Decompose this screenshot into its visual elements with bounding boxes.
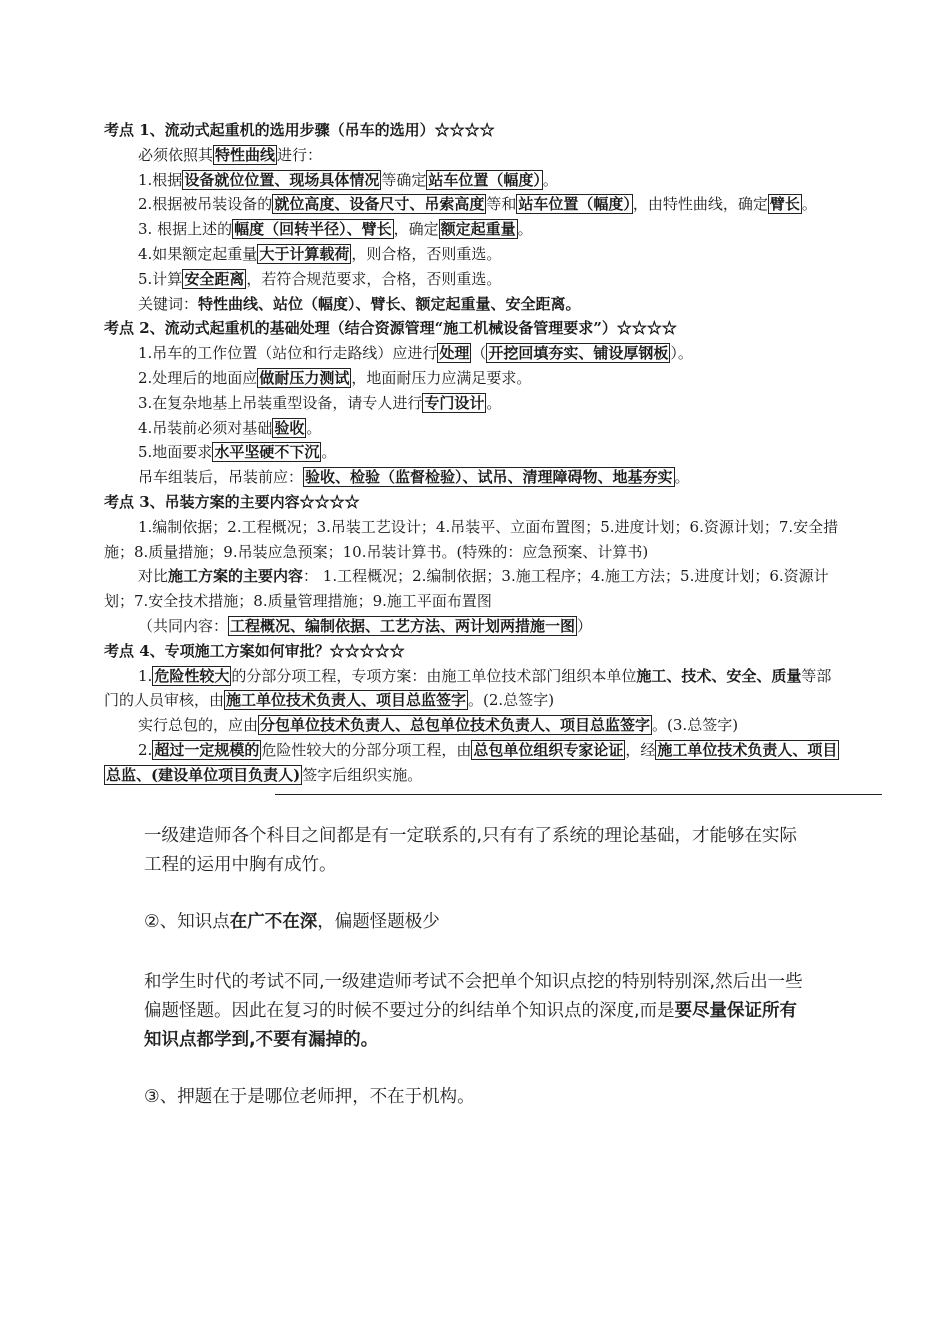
note-line: 5.计算 安全距离 ，若符合规范要求，合格，否则重选。 — [138, 269, 502, 288]
point-2-suffix: ，偏题怪题极少 — [317, 912, 440, 932]
note-line: 2.处理后的地面应 做耐压力测试 ，地面耐压力应满足要求。 — [138, 368, 532, 387]
point-2-emphasis: 在广不在深 — [229, 912, 318, 932]
note-line: 4.吊装前必须对基础 验收 。 — [138, 418, 322, 437]
note-line: 必须依照其 特性曲线 进行： — [138, 145, 323, 164]
article-point-3: ③、押题在于是哪位老师押，不在于机构。 — [144, 1087, 475, 1107]
heading-point-3: 考点 3、吊装方案的主要内容☆☆☆☆ — [104, 492, 360, 511]
article-point-2 — [144, 908, 814, 937]
note-line: 2.根据被吊装设备的 就位高度、设备尺寸、吊索高度 等和 站车位置（幅度） ，由特性曲线，确定 臂长 。 — [138, 195, 817, 214]
article-paragraph-1: 一级建造师各个科目之间都是有一定联系的,只有有了系统的理论基础，才能够在实际工程的运用中胸有成竹。 — [144, 826, 798, 875]
note-line: 1. 危险性较大 的分部分项工程，专项方案：由施工单位技术部门组织本单位施工、技术、安全、质量等部 — [138, 666, 832, 685]
note-line: 3. 根据上述的 幅度（回转半径）、臂长 ，确定 额定起重量 。 — [138, 220, 533, 239]
note-line: （共同内容： 工程概况、编制依据、工艺方法、两计划两措施一图 ） — [138, 616, 593, 635]
divider-line — [275, 794, 882, 795]
heading-point-4: 考点 4、专项施工方案如何审批？☆☆☆☆☆ — [104, 641, 405, 660]
note-line: 1.根据 设备就位位置、现场具体情况 等确定 站车位置（幅度） 。 — [138, 170, 558, 189]
note-line: 3.在复杂地基上吊装重型设备，请专人进行 专门设计 。 — [138, 393, 502, 412]
note-line: 实行总包的，应由 分包单位技术负责人、总包单位技术负责人、项目总监签字 。(3.总签字) — [138, 716, 739, 735]
point-2-prefix: ②、知识点 — [144, 912, 230, 932]
article-paragraph-3 — [144, 968, 814, 1055]
paragraph-3-text: 和学生时代的考试不同,一级建造师考试不会把单个知识点挖的特别特别深,然后出一些偏题怪题。因此在复习的时候不要过分的纠结单个知识点的深度,而是 — [144, 972, 803, 1021]
note-line: 5.地面要求 水平坚硬不下沉 。 — [138, 443, 337, 462]
note-line: 4.如果额定起重量 大于计算载荷 ，则合格，否则重选。 — [138, 244, 502, 263]
note-line: 对比施工方案的主要内容： 1.工程概况；2.编制依据；3.施工程序；4.施工方法；5.进度计划；6.资源计 — [138, 567, 829, 586]
note-line: 2. 超过一定规模的 危险性较大的分部分项工程，由 总包单位组织专家论证 ，经 施工单位技术负责人、项目 — [138, 740, 838, 759]
scanned-notes — [104, 118, 924, 788]
note-line: 1.编制依据；2.工程概况；3.吊装工艺设计；4.吊装平、立面布置图；5.进度计划；6.资源计划；7.安全措 — [138, 517, 839, 536]
note-line: 吊车组装后，吊装前应： 验收、检验（监督检验）、试吊、清理障碍物、地基夯实 。 — [138, 468, 690, 487]
note-line: 划；7.安全技术措施；8.质量管理措施；9.施工平面布置图 — [104, 592, 492, 611]
heading-point-2: 考点 2、流动式起重机的基础处理（结合资源管理“施工机械设备管理要求”）☆☆☆☆ — [104, 319, 677, 338]
note-line: 总监、(建设单位项目负责人) 签字后组织实施。 — [106, 765, 423, 784]
note-line: 门的人员审核，由 施工单位技术负责人、项目总监签字 。(2.总签字) — [104, 691, 555, 710]
paragraph-3-emphasis: 要尽量保证所有知识点都学到,不要有漏掉的。 — [144, 1001, 798, 1050]
keywords-line: 关键词：特性曲线、站位（幅度）、臂长、额定起重量、安全距离。 — [138, 294, 581, 313]
heading-point-1: 考点 1、流动式起重机的选用步骤（吊车的选用）☆☆☆☆ — [104, 121, 495, 139]
note-line: 施；8.质量措施；9.吊装应急预案；10.吊装计算书。(特殊的：应急预案、计算书) — [104, 542, 649, 561]
note-line: 1.吊车的工作位置（站位和行走路线）应进行 处理 （ 开挖回填夯实、铺设厚钢板 ）。 — [138, 344, 693, 363]
